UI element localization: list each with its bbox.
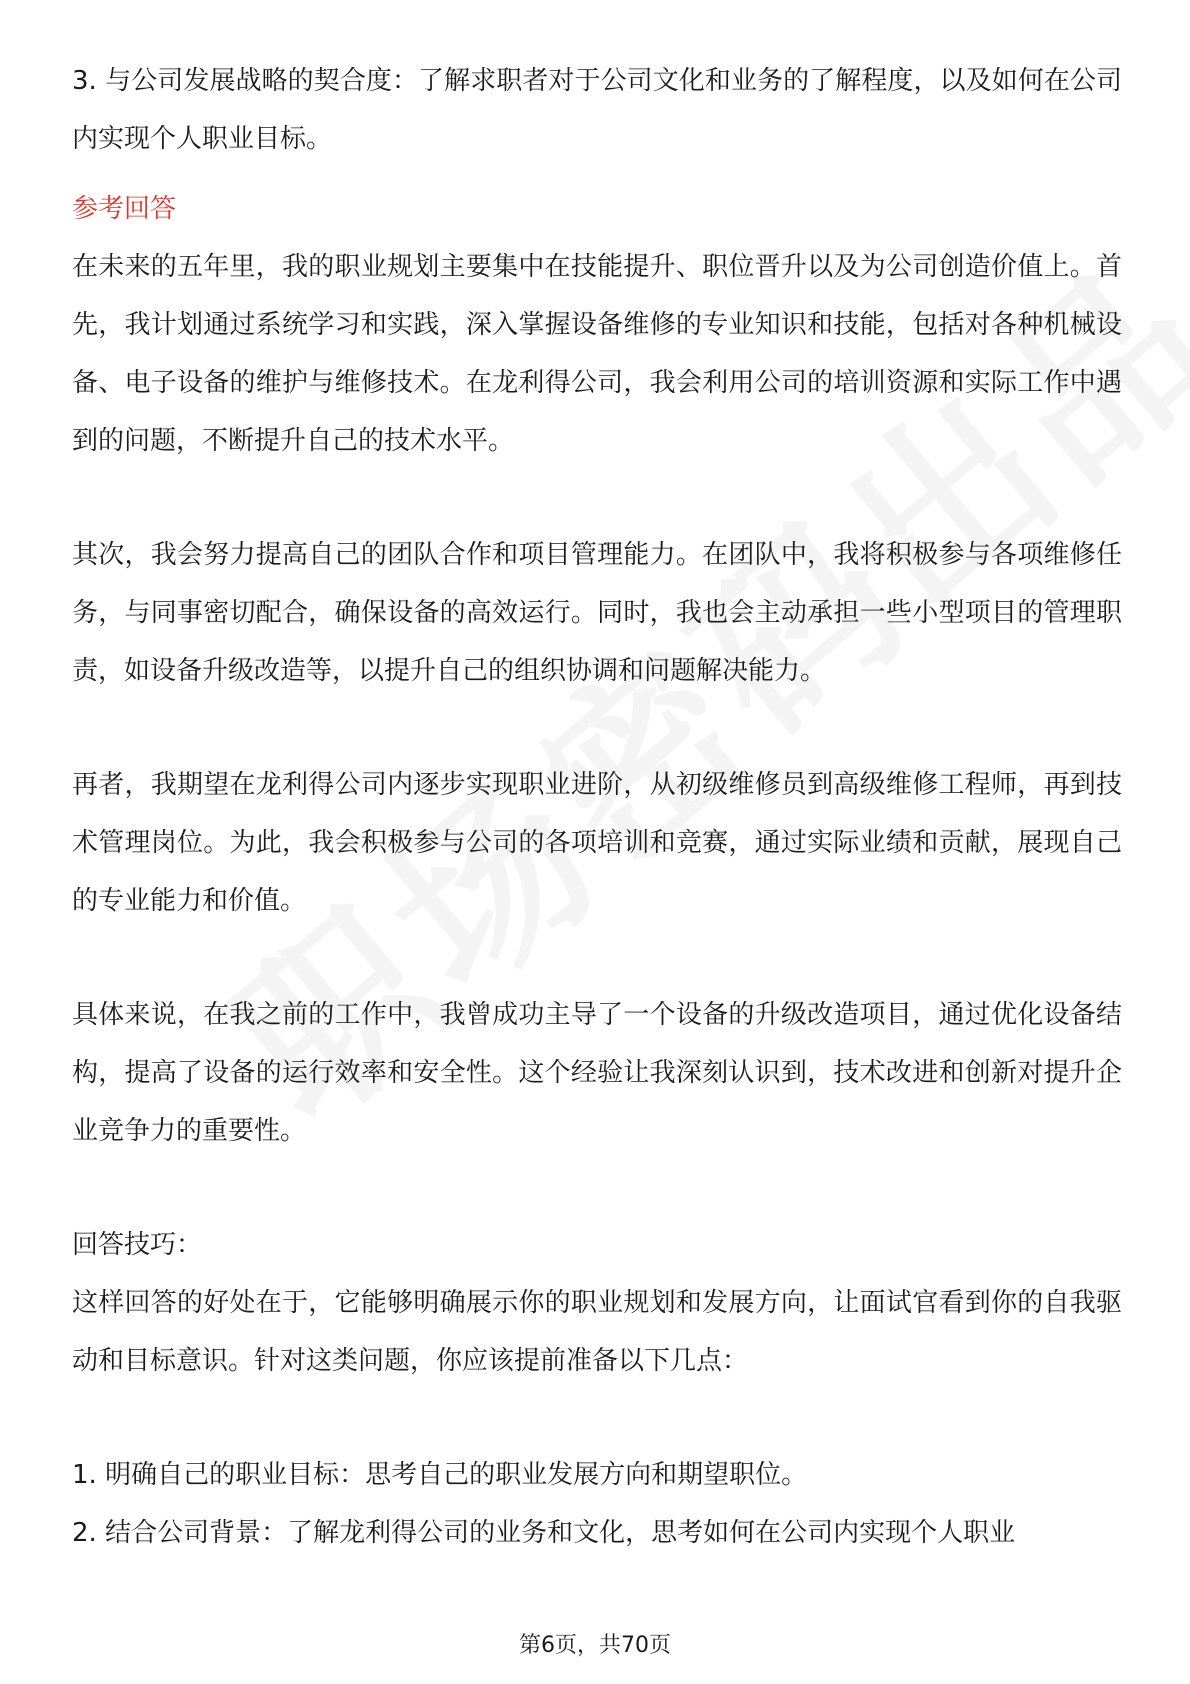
answer-paragraph-4: 具体来说，在我之前的工作中，我曾成功主导了一个设备的升级改造项目，通过优化设备结构，提高了设备的运行效率和安全性。这个经验让我深刻认识到，技术改进和创新对提升企业竞争力的重要性。 [72, 1000, 1122, 1146]
document-body [72, 52, 1122, 1562]
answer-paragraph-2: 其次，我会努力提高自己的团队合作和项目管理能力。在团队中，我将积极参与各项维修任务，与同事密切配合，确保设备的高效运行。同时，我也会主动承担一些小型项目的管理职责，如设备升级改造等，以提升自己的组织协调和问题解决能力。 [72, 540, 1122, 686]
answer-paragraph-3: 再者，我期望在龙利得公司内逐步实现职业进阶，从初级维修员到高级维修工程师，再到技术管理岗位。为此，我会积极参与公司的各项培训和竞赛，通过实际业绩和贡献，展现自己的专业能力和价值。 [72, 770, 1122, 916]
tips-paragraph: 这样回答的好处在于，它能够明确展示你的职业规划和发展方向，让面试官看到你的自我驱动和目标意识。针对这类问题，你应该提前准备以下几点： [72, 1288, 1122, 1376]
answer-paragraph-1: 在未来的五年里，我的职业规划主要集中在技能提升、职位晋升以及为公司创造价值上。首先，我计划通过系统学习和实践，深入掌握设备维修的专业知识和技能，包括对各种机械设备、电子设备的维护与维修技术。在龙利得公司，我会利用公司的培训资源和实际工作中遇到的问题，不断提升自己的技术水平。 [72, 252, 1122, 456]
tip-item-1: 1. 明确自己的职业目标：思考自己的职业发展方向和期望职位。 [72, 1460, 808, 1490]
tips-heading: 回答技巧： [72, 1230, 203, 1260]
criterion-item-3: 3. 与公司发展战略的契合度：了解求职者对于公司文化和业务的了解程度，以及如何在公司内实现个人职业目标。 [72, 66, 1122, 154]
tip-item-2: 2. 结合公司背景：了解龙利得公司的业务和文化，思考如何在公司内实现个人职业 [72, 1518, 1016, 1548]
answer-heading: 参考回答 [72, 194, 177, 224]
page-number: 第6页，共70页 [519, 1633, 671, 1658]
